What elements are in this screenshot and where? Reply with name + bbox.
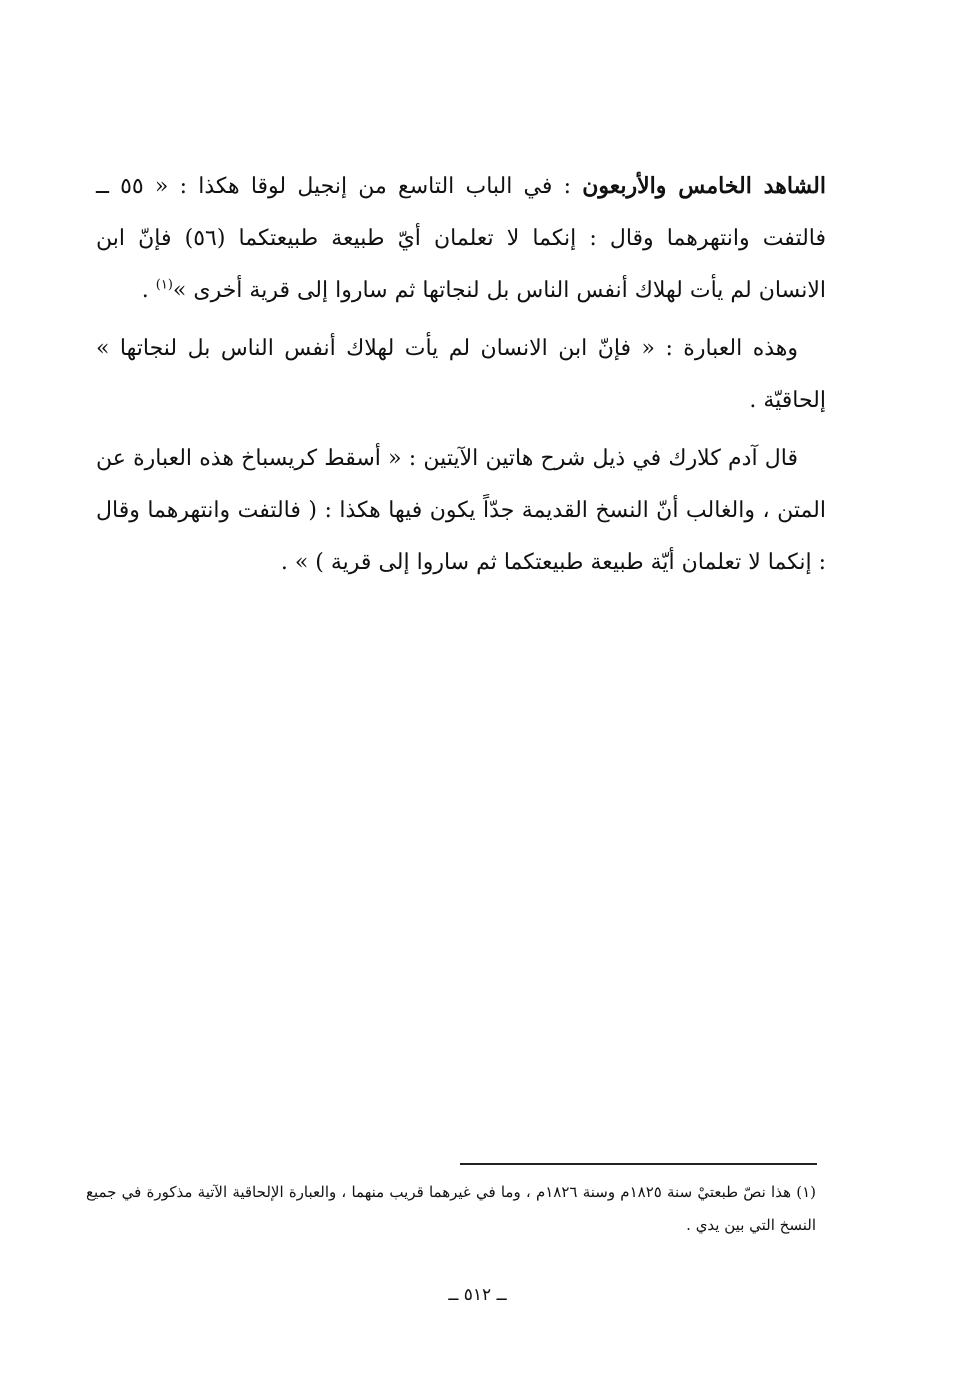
footnote-reference[interactable]: (١) bbox=[155, 277, 173, 293]
witness-heading: الشاهد الخامس والأربعون bbox=[582, 173, 826, 199]
paragraph-1-text: : في الباب التاسع من إنجيل لوقا هكذا : « ٥٥ ــ فالتفت وانتهرهما وقال : إنكما لا تعلمان أيّ طبيعة طبيعتكما (٥٦) فإنّ ابن الانسان لم يأت لهلاك أنفس الناس بل لنجاتها ثم ساروا إلى قرية أخرى » bbox=[96, 174, 827, 303]
paragraph-2: وهذه العبارة : « فإنّ ابن الانسان لم يأت لهلاك أنفس الناس بل لنجاتها » إلحاقيّة . bbox=[96, 336, 826, 413]
footnote-divider bbox=[460, 1163, 817, 1165]
paragraph-3: قال آدم كلارك في ذيل شرح هاتين الآيتين : « أسقط كريسباخ هذه العبارة عن المتن ، والغالب أنّ النسخ القديمة جدّاً يكون فيها هكذا : ( فالتفت وانتهرهما وقال : إنكما لا تعلمان أيّة طبيعة طبيعتكما ثم ساروا إلى قرية ) » . bbox=[96, 446, 826, 575]
paragraph-1 bbox=[96, 160, 826, 317]
main-text bbox=[96, 160, 826, 595]
footnote-1: (١) هذا نصّ طبعتيْ سنة ١٨٢٥م وسنة ١٨٢٦م ، وما في غيرهما قريب منهما ، والعبارة الإلحاقية الآتية مذكورة في جميع النسخ التي بين يدي . bbox=[86, 1183, 816, 1234]
page-number: ــ ٥١٢ ــ bbox=[448, 1285, 507, 1305]
paragraph-1-end: . bbox=[141, 278, 156, 303]
